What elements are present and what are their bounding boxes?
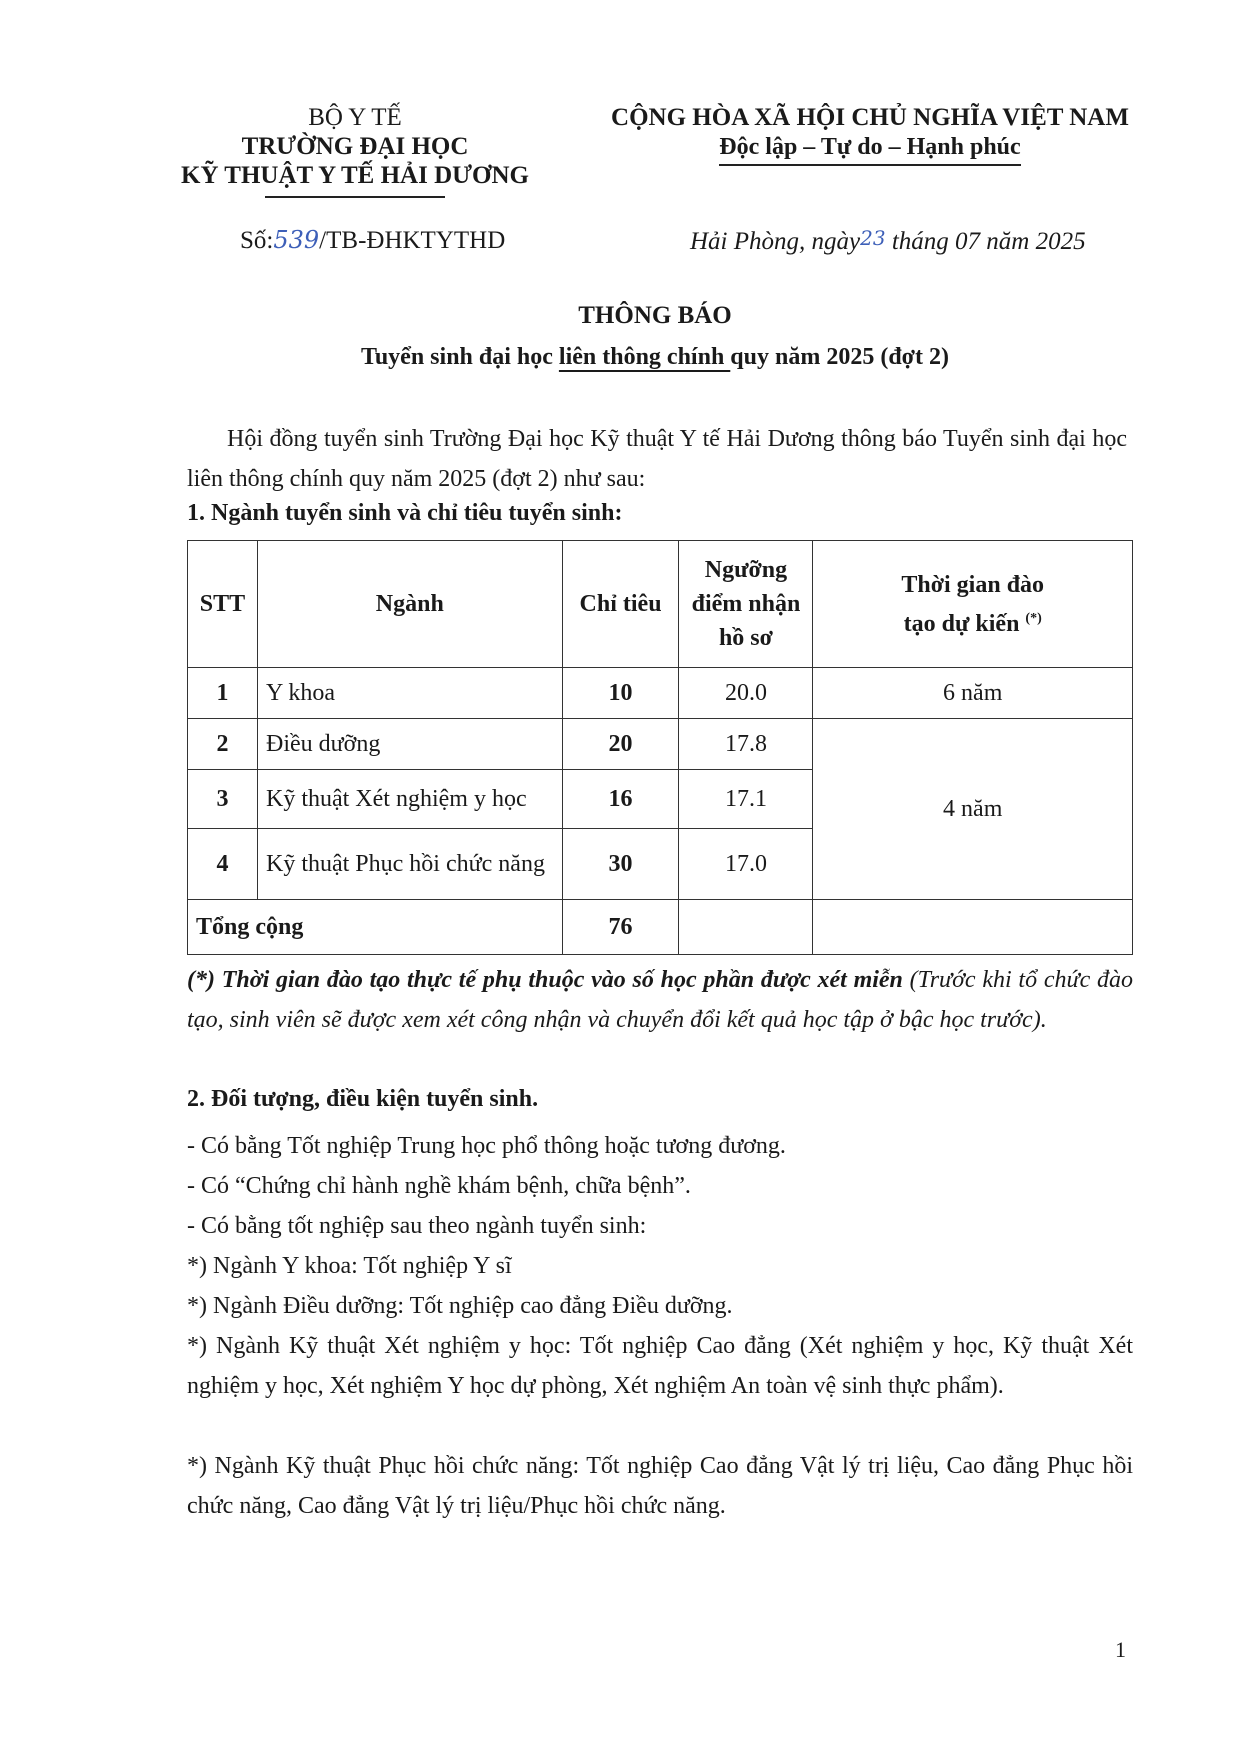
subtitle-part2: liên thông chính bbox=[558, 344, 731, 370]
row-nguong: 20.0 bbox=[679, 668, 813, 719]
subtitle-part3: quy năm 2025 (đợt 2) bbox=[730, 344, 949, 370]
row-stt: 3 bbox=[188, 770, 258, 829]
date-prefix: Hải Phòng, ngày bbox=[690, 228, 861, 255]
row-nganh: Điều dưỡng bbox=[257, 719, 562, 770]
subtitle-part1: Tuyển sinh đại học bbox=[361, 344, 559, 370]
header-chi-tieu: Chỉ tiêu bbox=[562, 541, 679, 668]
doc-number-handwritten: 539 bbox=[273, 226, 320, 254]
date-day-handwritten: 23 bbox=[860, 226, 886, 250]
row-thoi-gian-merged: 4 năm bbox=[813, 719, 1133, 900]
document-date bbox=[690, 226, 1086, 256]
row-nguong: 17.8 bbox=[679, 719, 813, 770]
condition-item: - Có bằng Tốt nghiệp Trung học phổ thông hoặc tương đương. bbox=[187, 1133, 786, 1159]
row-chi-tieu: 30 bbox=[562, 829, 679, 900]
header-left-rule bbox=[265, 196, 445, 198]
page-number: 1 bbox=[1115, 1637, 1126, 1662]
condition-item: - Có “Chứng chỉ hành nghề khám bệnh, chữa bệnh”. bbox=[187, 1173, 691, 1199]
condition-item: *) Ngành Kỹ thuật Phục hồi chức năng: Tốt nghiệp Cao đẳng Vật lý trị liệu, Cao đẳng Phục hồi chức năng, Cao đẳng Vật lý trị liệu/Phục hồi chức năng. bbox=[187, 1453, 1133, 1519]
document-title: THÔNG BÁO bbox=[578, 302, 732, 329]
row-stt: 1 bbox=[188, 668, 258, 719]
row-nganh: Y khoa bbox=[257, 668, 562, 719]
document-number bbox=[240, 226, 505, 255]
row-stt: 2 bbox=[188, 719, 258, 770]
footnote-bold: (*) Thời gian đào tạo thực tế phụ thuộc vào số học phần được xét miễn bbox=[187, 967, 903, 993]
header-footnote-mark: (*) bbox=[1025, 610, 1042, 626]
row-chi-tieu: 20 bbox=[562, 719, 679, 770]
table-footnote bbox=[187, 960, 1133, 1040]
document-subtitle bbox=[150, 344, 1160, 371]
row-nguong: 17.1 bbox=[679, 770, 813, 829]
intro-text: Hội đồng tuyển sinh Trường Đại học Kỹ thuật Y tế Hải Dương thông báo Tuyển sinh đại học liên thông chính quy năm 2025 (đợt 2) như sau: bbox=[187, 426, 1127, 492]
table-total-row bbox=[188, 900, 1133, 955]
national-header-block bbox=[575, 103, 1165, 166]
row-nganh: Kỹ thuật Phục hồi chức năng bbox=[257, 829, 562, 900]
header-stt: STT bbox=[188, 541, 258, 668]
condition-item: *) Ngành Kỹ thuật Xét nghiệm y học: Tốt nghiệp Cao đẳng (Xét nghiệm y học, Kỹ thuật Xét nghiệm y học, Xét nghiệm Y học dự phòng, Xét nghiệm An toàn vệ sinh thực phẩm). bbox=[187, 1333, 1133, 1399]
footnote-rest: (Trước khi tổ chức đào tạo, sinh viên sẽ được xem xét công nhận và chuyển đổi kết quả học tập ở bậc học trước). bbox=[187, 967, 1133, 1033]
section1-heading: 1. Ngành tuyển sinh và chỉ tiêu tuyển sinh: bbox=[187, 500, 623, 526]
total-empty-cell bbox=[679, 900, 813, 955]
date-suffix: tháng 07 năm 2025 bbox=[885, 228, 1086, 255]
header-nguong-line2: điểm nhận bbox=[691, 591, 801, 617]
header-thoi-gian-line1: Thời gian đào bbox=[901, 571, 1045, 598]
condition-item: *) Ngành Y khoa: Tốt nghiệp Y sĩ bbox=[187, 1253, 512, 1279]
row-thoi-gian: 6 năm bbox=[813, 668, 1133, 719]
table-row bbox=[188, 668, 1133, 719]
doc-number-suffix: /TB-ĐHKTYTHD bbox=[319, 227, 506, 254]
header-nguong bbox=[679, 541, 813, 668]
total-label: Tổng cộng bbox=[188, 900, 563, 955]
header-nguong-line1: Ngưỡng bbox=[704, 557, 788, 583]
header-thoi-gian-line2: tạo dự kiến bbox=[903, 610, 1026, 637]
table-header-row bbox=[188, 541, 1133, 668]
header-nguong-line3: hồ sơ bbox=[718, 625, 773, 651]
condition-item: *) Ngành Điều dưỡng: Tốt nghiệp cao đẳng Điều dưỡng. bbox=[187, 1293, 733, 1319]
ministry-name: BỘ Y TẾ bbox=[308, 104, 402, 131]
condition-item: - Có bằng tốt nghiệp sau theo ngành tuyển sinh: bbox=[187, 1213, 647, 1239]
table-row bbox=[188, 719, 1133, 770]
row-stt: 4 bbox=[188, 829, 258, 900]
total-empty-cell bbox=[813, 900, 1133, 955]
issuing-authority-block bbox=[150, 103, 560, 198]
header-thoi-gian bbox=[813, 541, 1133, 668]
school-name-line1: TRƯỜNG ĐẠI HỌC bbox=[241, 133, 469, 160]
intro-paragraph bbox=[187, 419, 1127, 499]
doc-number-prefix: Số: bbox=[240, 227, 274, 254]
header-nganh: Ngành bbox=[257, 541, 562, 668]
row-chi-tieu: 10 bbox=[562, 668, 679, 719]
row-chi-tieu: 16 bbox=[562, 770, 679, 829]
country-name: CỘNG HÒA XÃ HỘI CHỦ NGHĨA VIỆT NAM bbox=[611, 104, 1129, 131]
national-motto: Độc lập – Tự do – Hạnh phúc bbox=[719, 133, 1020, 166]
total-value: 76 bbox=[562, 900, 679, 955]
admission-quota-table bbox=[187, 540, 1133, 955]
school-name-line2: KỸ THUẬT Y TẾ HẢI DƯƠNG bbox=[181, 162, 529, 189]
section2-heading: 2. Đối tượng, điều kiện tuyển sinh. bbox=[187, 1086, 539, 1112]
row-nguong: 17.0 bbox=[679, 829, 813, 900]
row-nganh: Kỹ thuật Xét nghiệm y học bbox=[257, 770, 562, 829]
